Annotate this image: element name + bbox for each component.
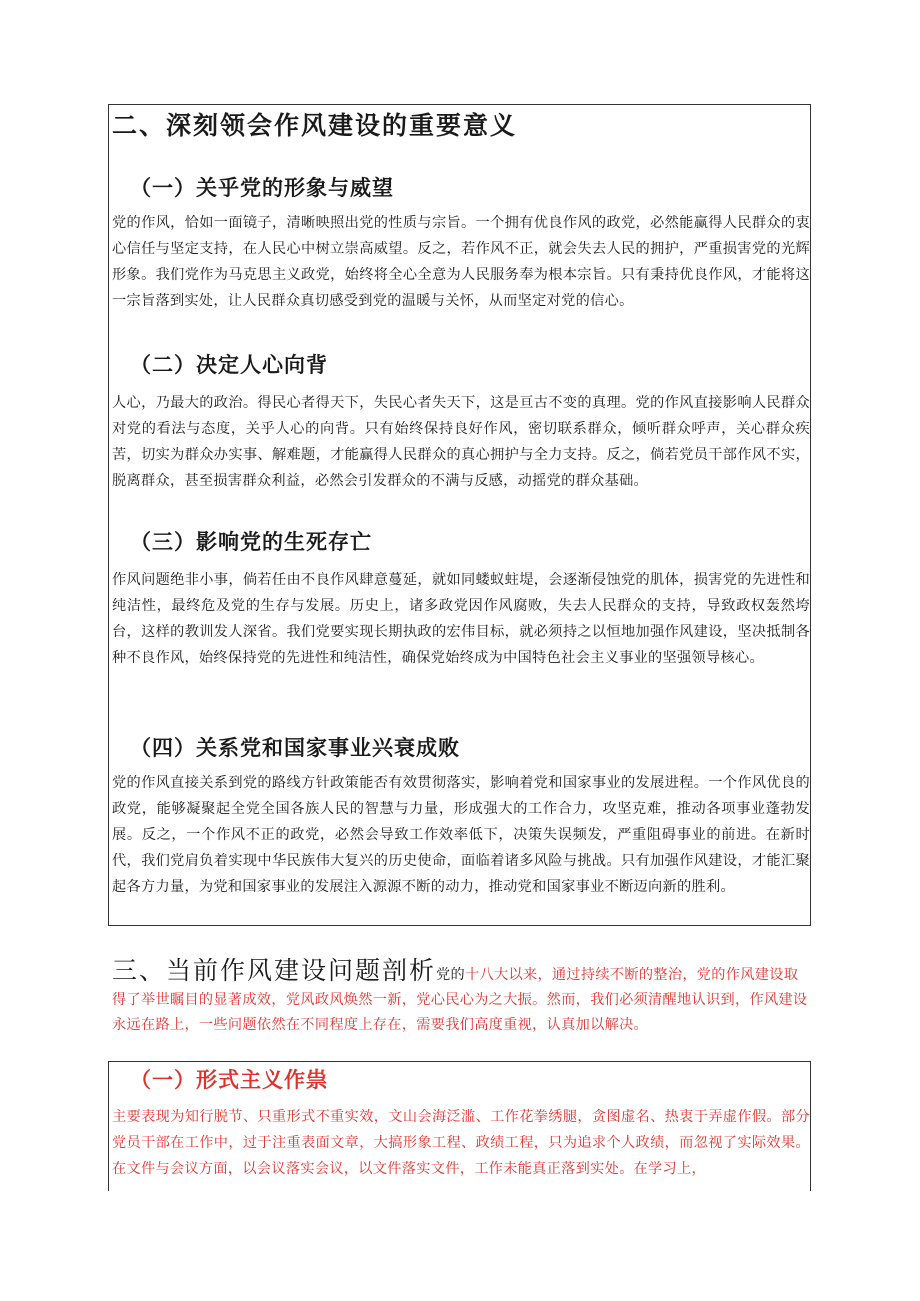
section-three-intro-black: 党的: [436, 967, 465, 983]
subsection-2-body: 人心，乃最大的政治。得民心者得天下，失民心者失天下，这是亘古不变的真理。党的作风直接影响人民群众对党的看法与态度，关乎人心的向背。只有始终保持良好作风，密切联系群众，倾听群众呼声，关心群众疾苦，切实为群众办实事、解难题，才能赢得人民群众的真心拥护与全力支持。反之，倘若党员干部作风不实，脱离群众，甚至损害群众利益，必然会引发群众的不满与反感，动摇党的群众基础。: [112, 395, 810, 489]
section-three-heading: 三、当前作风建设问题剖析: [112, 956, 437, 985]
section-three-subsection-body: 主要表现为知行脱节、只重形式不重实效，文山会海泛滥、工作花拳绣腿，贪图虚名、热衷于弄虚作假。部分党员干部在工作中，过于注重表面文章，大搞形象工程、政绩工程，只为追求个人政绩，而忽视了实际效果。在文件与会议方面，以会议落实会议，以文件落实文件，工作未能真正落到实处。在学习上，: [112, 1109, 810, 1177]
section-three-intro: [112, 958, 810, 1038]
subsection-3-body: 作风问题绝非小事，倘若任由不良作风肆意蔓延，就如同蝼蚁蛀堤，会逐渐侵蚀党的肌体，损害党的先进性和纯洁性，最终危及党的生存与发展。历史上，诸多政党因作风腐败，失去人民群众的支持，导致政权轰然垮台，这样的教训发人深省。我们党要实现长期执政的宏伟目标，就必须持之以恒地加强作风建设，坚决抵制各种不良作风，始终保持党的先进性和纯洁性，确保党始终成为中国特色社会主义事业的坚强领导核心。: [112, 572, 810, 666]
section-three-intro-red: 十八大以来，通过持续不断的整治，党的作风建设取得了举世瞩目的显著成效，党风政风焕然一新，党心民心为之大振。然而，我们必须清醒地认识到，作风建设永远在路上，一些问题依然在不同程度上存在，需要我们高度重视，认真加以解决。: [112, 967, 808, 1033]
subsection-4-title: （四）关系党和国家事业兴衰成败: [130, 735, 460, 760]
subsection-1-title: （一）关乎党的形象与威望: [130, 175, 394, 200]
subsection-3-title: （三）影响党的生死存亡: [130, 529, 372, 554]
subsection-1-body: 党的作风，恰如一面镜子，清晰映照出党的性质与宗旨。一个拥有优良作风的政党，必然能赢得人民群众的衷心信任与坚定支持，在人民心中树立崇高威望。反之，若作风不正，就会失去人民的拥护，严重损害党的光辉形象。我们党作为马克思主义政党，始终将全心全意为人民服务奉为根本宗旨。只有秉持优良作风，才能将这一宗旨落到实处，让人民群众真切感受到党的温暖与关怀，从而坚定对党的信心。: [112, 215, 810, 309]
subsection-4-body: 党的作风直接关系到党的路线方针政策能否有效贯彻落实，影响着党和国家事业的发展进程。一个作风优良的政党，能够凝聚起全党全国各族人民的智慧与力量，形成强大的工作合力，攻坚克难，推动各项事业蓬勃发展。反之，一个作风不正的政党，必然会导致工作效率低下，决策失误频发，严重阻碍事业的前进。在新时代，我们党肩负着实现中华民族伟大复兴的历史使命，面临着诸多风险与挑战。只有加强作风建设，才能汇聚起各方力量，为党和国家事业的发展注入源源不断的动力，推动党和国家事业不断迈向新的胜利。: [112, 775, 810, 895]
section-two-heading: 二、深刻领会作风建设的重要意义: [112, 111, 518, 140]
section-three-subsection-title: （一）形式主义作祟: [130, 1067, 328, 1092]
subsection-2-title: （二）决定人心向背: [130, 352, 328, 377]
